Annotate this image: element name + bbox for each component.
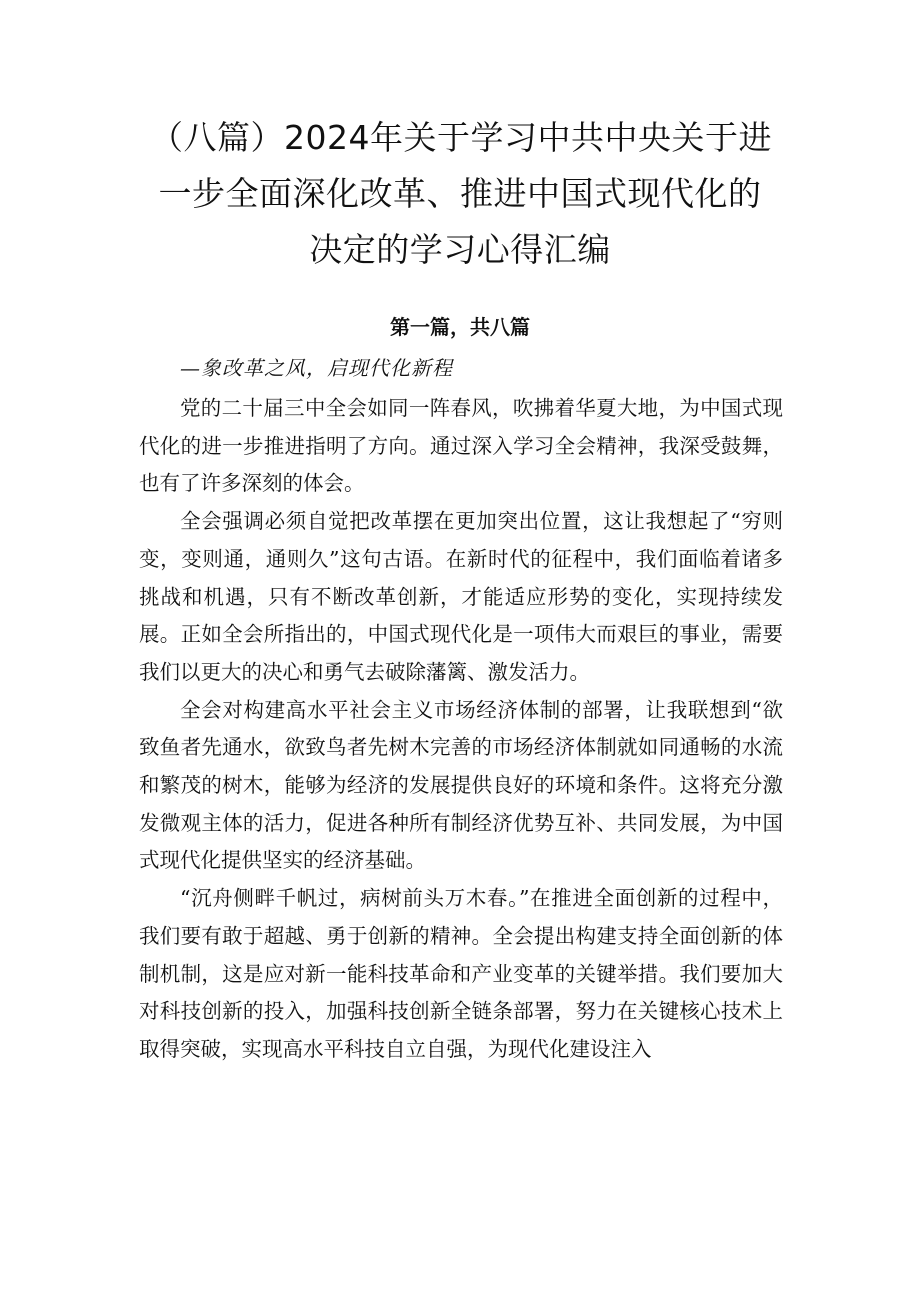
document-title [150,110,770,278]
paragraph: 全会对构建高水平社会主义市场经济体制的部署，让我联想到“欲致鱼者先通水，欲致鸟者先树木完善的市场经济体制就如同通畅的水流和繁茂的树木，能够为经济的发展提供良好的环境和条件。这将充分激发微观主体的活力，促进各种所有制经济优势互补、共同发展，为中国式现代化提供坚实的经济基础。 [139,697,783,873]
title-line: （八篇）2024年关于学习中共中央关于进 [150,118,772,157]
section-heading: 第一篇，共八篇 [390,315,530,339]
article-subtitle: —象改革之风，启现代化新程 [180,356,453,380]
paragraph: 党的二十届三中全会如同一阵春风，吹拂着华夏大地，为中国式现代化的进一步推进指明了方向。通过深入学习全会精神，我深受鼓舞，也有了许多深刻的体会。 [139,396,783,496]
article-body [139,390,783,1069]
title-line: 一步全面深化改革、推进中国式现代化的 [158,174,762,213]
paragraph: 全会强调必须自觉把改革摆在更加突出位置，这让我想起了“穷则变，变则通，通则久”这句古语。在新时代的征程中，我们面临着诸多挑战和机遇，只有不断改革创新，才能适应形势的变化，实现持续发展。正如全会所指出的，中国式现代化是一项伟大而艰巨的事业，需要我们以更大的决心和勇气去破除藩篱、激发活力。 [139,509,783,684]
title-line: 决定的学习心得汇编 [309,230,611,269]
paragraph: “沉舟侧畔千帆过，病树前头万木春。”在推进全面创新的过程中，我们要有敢于超越、勇于创新的精神。全会提出构建支持全面创新的体制机制，这是应对新一能科技革命和产业变革的关键举措。我们要加大对科技创新的投入，加强科技创新全链条部署，努力在关键核心技术上取得突破，实现高水平科技自立自强，为现代化建设注入 [139,886,783,1061]
